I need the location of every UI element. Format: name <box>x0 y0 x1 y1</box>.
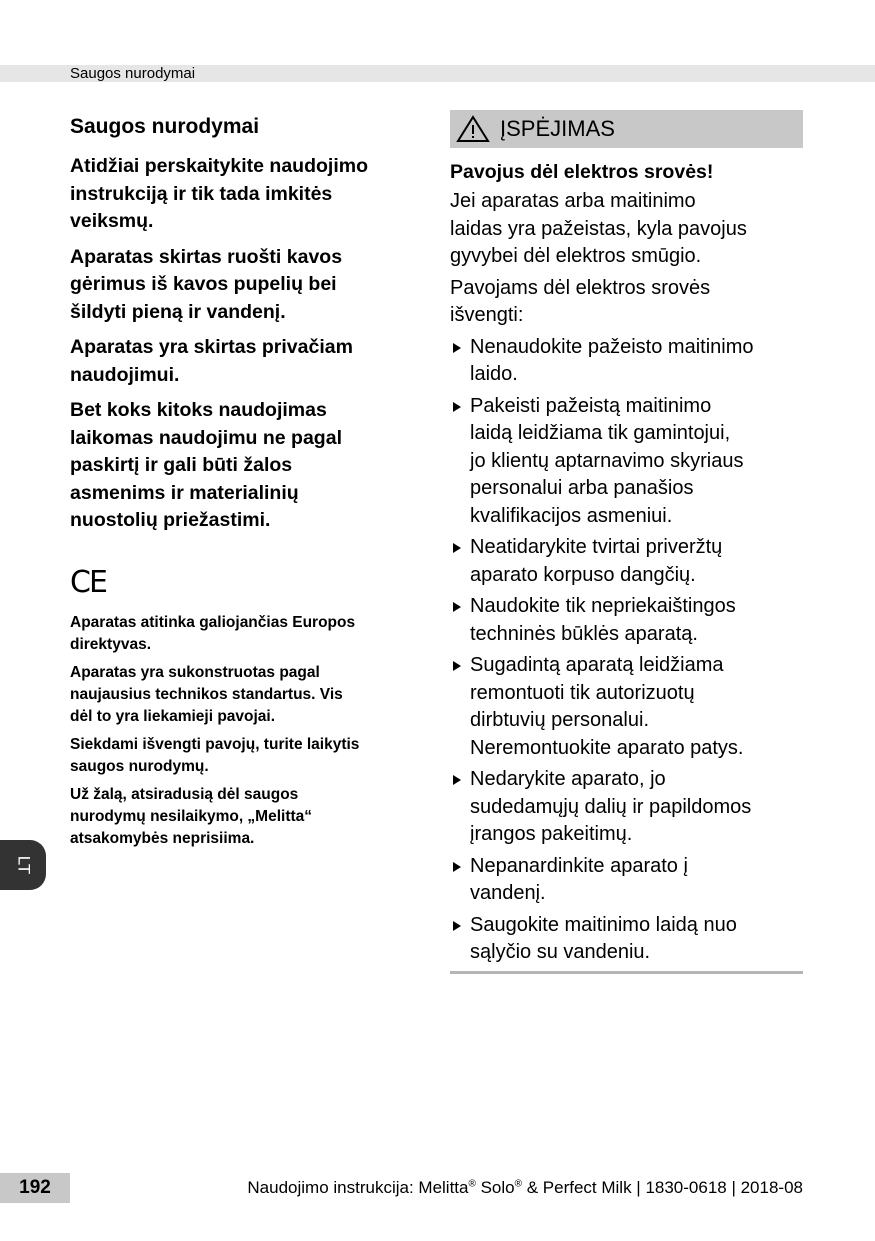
left-column <box>70 113 430 856</box>
registered-mark: ® <box>468 1178 476 1190</box>
small-paragraph: Siekdami išvengti pavojų, turite laikytis saugos nurodymų. <box>70 735 360 775</box>
language-tab <box>0 840 46 890</box>
warning-triangle-icon <box>456 115 490 143</box>
warning-paragraph: Pavojams dėl elektros srovės išvengti: <box>450 276 711 326</box>
small-paragraph: Aparatas atitinka galiojančias Europos direktyvas. <box>70 613 356 653</box>
list-item-text: Saugokite maitinimo laidą nuo sąlyčio su vandeniu. <box>470 913 737 963</box>
list-item <box>450 334 803 389</box>
list-item <box>450 534 803 589</box>
bold-paragraph: Bet koks kitoks naudojimas laikomas naudojimu ne pagal paskirtį ir gali būti žalos asmenims ir materialinių nuostolių priežastimi. <box>70 399 342 531</box>
list-item-text: Pakeisti pažeistą maitinimo laidą leidžiama tik gamintojui, jo klientų aptarnavimo skyriaus personalui arba panašios kvalifikacijos asmeniui. <box>470 394 744 527</box>
bullet-arrow-icon <box>453 661 461 671</box>
list-item-text: Naudokite tik nepriekaištingos techninės būklės aparatą. <box>470 595 736 645</box>
bullet-arrow-icon <box>453 402 461 412</box>
warning-box <box>450 110 803 974</box>
list-item <box>450 593 803 648</box>
list-item <box>450 912 803 967</box>
bullet-arrow-icon <box>453 543 461 553</box>
bullet-arrow-icon <box>453 862 461 872</box>
list-item <box>450 393 803 531</box>
list-item-text: Nepanardinkite aparato į vandenį. <box>470 854 688 904</box>
bullet-arrow-icon <box>453 343 461 353</box>
page-number: 192 <box>0 1173 70 1203</box>
language-tab-label: LT <box>13 855 33 875</box>
warning-bottom-rule <box>450 971 803 974</box>
list-item <box>450 652 803 762</box>
bullet-arrow-icon <box>453 921 461 931</box>
ce-mark: CE <box>70 564 106 600</box>
section-title: Saugos nurodymai <box>70 115 260 138</box>
bullet-arrow-icon <box>453 602 461 612</box>
warning-label: ĮSPĖJIMAS <box>500 116 615 141</box>
warning-list <box>450 334 803 967</box>
list-item-text: Neatidarykite tvirtai priveržtų aparato korpuso dangčių. <box>470 536 723 586</box>
footer-part: & Perfect Milk | 1830-0618 | 2018-08 <box>522 1178 803 1197</box>
warning-heading: Pavojus dėl elektros srovės! <box>450 161 714 183</box>
warning-header <box>450 110 803 148</box>
list-item-text: Sugadintą aparatą leidžiama remontuoti tik autorizuotų dirbtuvių personalui. Neremontuokite aparato patys. <box>470 654 744 759</box>
warning-paragraph: Jei aparatas arba maitinimo laidas yra pažeistas, kyla pavojus gyvybei dėl elektros smūgio. <box>450 190 747 267</box>
list-item <box>450 766 803 849</box>
registered-mark: ® <box>514 1178 522 1190</box>
list-item <box>450 853 803 908</box>
footer-text <box>247 1178 803 1198</box>
small-paragraph: Aparatas yra sukonstruotas pagal naujausius technikos standartus. Vis dėl to yra liekamieji pavojai. <box>70 663 343 725</box>
bold-paragraph: Aparatas skirtas ruošti kavos gėrimus iš kavos pupelių bei šildyti pieną ir vandenį. <box>70 245 343 323</box>
bold-paragraph: Aparatas yra skirtas privačiam naudojimui. <box>70 336 353 386</box>
header-section-title: Saugos nurodymai <box>70 65 196 82</box>
small-paragraph: Už žalą, atsiradusią dėl saugos nurodymų nesilaikymo, „Melitta“ atsakomybės neprisiima. <box>70 785 313 847</box>
list-item-text: Nedarykite aparato, jo sudedamųjų dalių ir papildomos įrangos pakeitimų. <box>470 768 752 845</box>
list-item-text: Nenaudokite pažeisto maitinimo laido. <box>470 335 754 385</box>
footer-part: Solo <box>475 1178 515 1197</box>
bullet-arrow-icon <box>453 775 461 785</box>
bold-paragraph: Atidžiai perskaitykite naudojimo instrukciją ir tik tada imkitės veiksmų. <box>70 155 368 232</box>
footer-part: Naudojimo instrukcija: Melitta <box>247 1178 469 1197</box>
